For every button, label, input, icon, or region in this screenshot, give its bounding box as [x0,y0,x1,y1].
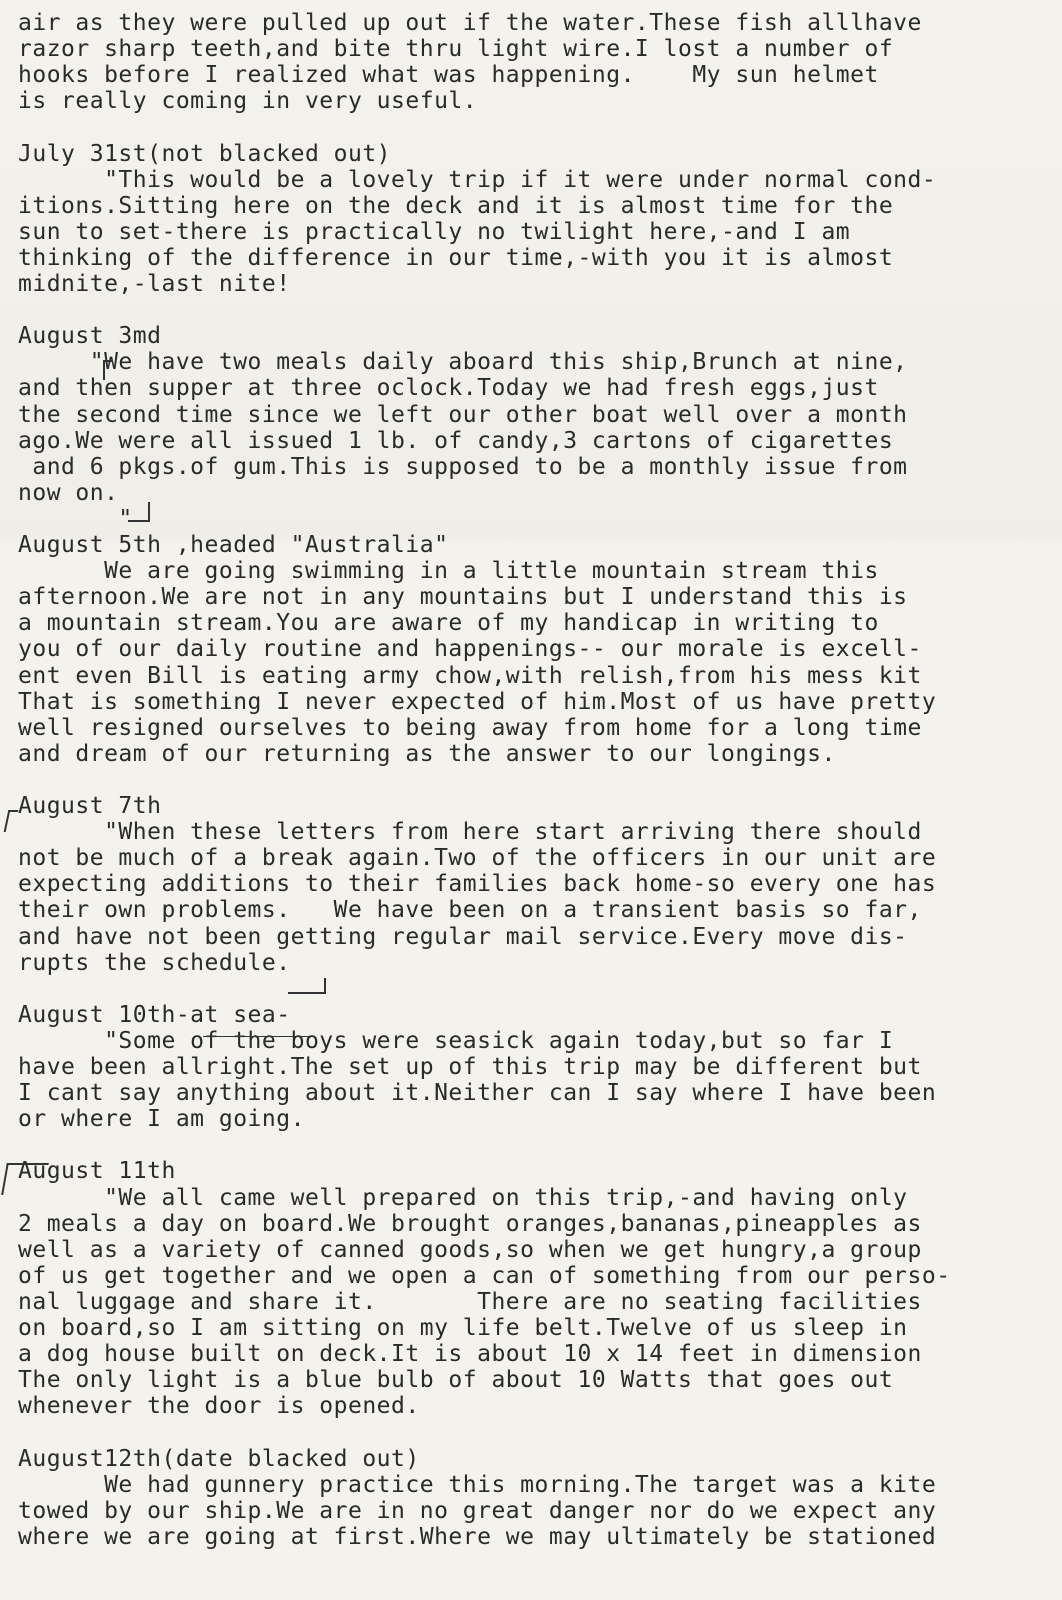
text-line: the second time since we left our other boat well over a month [18,401,908,428]
bracket-mark-august-3 [103,360,113,380]
text-line: razor sharp teeth,and bite thru light wire.I lost a number of [18,36,894,63]
text-line: The only light is a blue bulb of about 10 Watts that goes out [18,1367,894,1394]
text-line: thinking of the difference in our time,-with you it is almost [18,244,894,271]
text-line: not be much of a break again.Two of the officers in our unit are [18,845,937,872]
text-line: and dream of our returning as the answer to our longings. [18,740,836,767]
text-line: well as a variety of canned goods,so when we get hungry,a group [18,1236,922,1263]
text-line: on board,so I am sitting on my life belt.Twelve of us sleep in [18,1315,908,1341]
text-line: "When these letters from here start arriving there should [18,819,922,846]
text-line: We are going swimming in a little mountain stream this [18,558,879,585]
text-line: August 5th ,headed "Australia" [18,532,449,558]
bracket-mark-end-august-3 [128,502,150,522]
text-line: August 11th [18,1158,176,1185]
text-line: hooks before I realized what was happening. My sun helmet [18,62,879,89]
text-line: "We have two meals daily aboard this ship,Brunch at nine, [18,349,908,376]
text-line: a mountain stream.You are aware of my handicap in writing to [18,610,879,637]
text-line: August 10th-at sea- [18,1001,291,1028]
text-line: August 3md [18,323,162,350]
text-line: and have not been getting regular mail service.Every move dis- [18,923,908,950]
text-line: a dog house built on deck.It is about 10 x 14 feet in dimension [18,1341,922,1368]
text-line: "Some of the boys were seasick again today,but so far I [18,1027,894,1054]
text-line: and 6 pkgs.of gum.This is supposed to be a monthly issue from [18,453,908,480]
text-line: sun to set-there is practically no twilight here,-and I am [18,218,851,245]
text-line: We had gunnery practice this morning.The target was a kite [18,1471,937,1498]
text-line: ago.We were all issued 1 lb. of candy,3 cartons of cigarettes [18,427,894,454]
text-line: I cant say anything about it.Neither can I say where I have been [18,1080,937,1107]
text-line: "This would be a lovely trip if it were under normal cond- [18,166,937,193]
text-line: is really coming in very useful. [18,88,478,115]
bracket-mark-august-11 [1,1163,49,1195]
text-line: expecting additions to their families back home-so every one has [18,871,937,898]
text-line: afternoon.We are not in any mountains but I understand this is [18,584,908,611]
text-line: July 31st(not blacked out) [18,140,392,167]
text-line: "We all came well prepared on this trip,-and having only [18,1184,908,1211]
text-line: rupts the schedule. [18,949,291,976]
text-line: their own problems. We have been on a transient basis so far, [18,897,922,924]
underline-mark-at-sea [203,1036,309,1037]
text-line: where we are going at first.Where we may ultimately be stationed [18,1523,937,1550]
text-line: August12th(date blacked out) [18,1445,420,1472]
bracket-mark-august-7 [4,810,19,832]
text-line: well resigned ourselves to being away from home for a long time [18,714,922,741]
text-line: air as they were pulled up out if the water.These fish alllhave [18,10,922,36]
text-line: now on. [18,479,119,506]
text-line: midnite,-last nite! [18,271,291,297]
bracket-mark-end-august-7 [288,978,326,994]
text-line: towed by our ship.We are in no great danger nor do we expect any [18,1497,937,1524]
text-line: " [18,505,133,532]
text-line: 2 meals a day on board.We brought oranges,bananas,pineapples as [18,1210,922,1237]
text-line: whenever the door is opened. [18,1393,420,1420]
text-line: or where I am going. [18,1106,305,1133]
text-line: nal luggage and share it. There are no seating facilities [18,1288,922,1315]
text-line: ent even Bill is eating army chow,with relish,from his mess kit [18,662,922,689]
text-line: and then supper at three oclock.Today we had fresh eggs,just [18,375,879,402]
text-line: That is something I never expected of him.Most of us have pretty [18,688,937,715]
text-line: itions.Sitting here on the deck and it is almost time for the [18,192,894,219]
text-line: have been allright.The set up of this trip may be different but [18,1054,922,1080]
text-line: you of our daily routine and happenings-- our morale is excell- [18,636,922,663]
text-line: of us get together and we open a can of something from our perso- [18,1262,951,1289]
text-line: August 7th [18,793,162,819]
